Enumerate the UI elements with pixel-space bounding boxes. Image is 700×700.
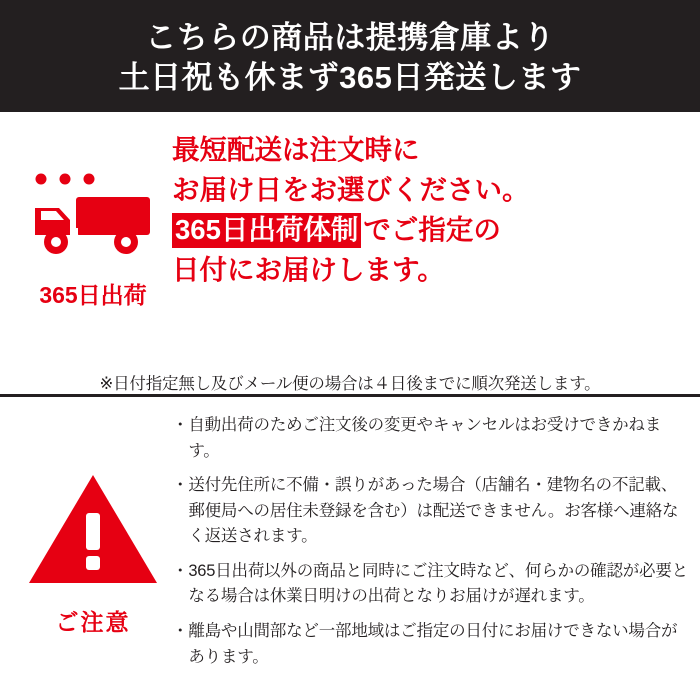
warning-triangle-icon — [27, 471, 159, 592]
banner-header — [0, 0, 700, 112]
truck-icon — [29, 170, 157, 267]
shipping-note: ※日付指定無し及びメール便の場合は４日後までに順次発送します。 — [99, 375, 601, 393]
list-bullet: ・ — [172, 561, 189, 580]
truck-block — [14, 122, 172, 364]
shipping-body — [0, 122, 700, 364]
header-line-1: こちらの商品は提携倉庫より — [145, 20, 555, 56]
shipping-line-1: 最短配送は注文時に — [172, 134, 420, 165]
caution-notes-list — [172, 409, 688, 690]
caution-section — [0, 397, 700, 700]
shipping-line-2: お届け日をお選びください。 — [172, 173, 530, 205]
list-bullet: ・ — [172, 621, 189, 640]
list-bullet: ・ — [172, 476, 189, 495]
shipping-line-3-rest: でご指定の — [363, 213, 501, 245]
list-item-text: 自動出荷のためご注文後の変更やキャンセルはお受けできかねます。 — [188, 416, 662, 460]
truck-caption: 365日出荷 — [39, 282, 147, 308]
list-item — [172, 413, 688, 464]
caution-block — [14, 409, 172, 690]
header-line-2: 土日祝も休まず365日発送します — [118, 60, 582, 95]
shipping-line-4: 日付にお届けします。 — [172, 253, 445, 285]
list-item — [172, 473, 688, 550]
list-bullet: ・ — [172, 416, 189, 434]
list-item-text: 離島や山間部など一部地域はご指定の日付にお届けできない場合があります。 — [188, 621, 678, 666]
list-item — [172, 619, 688, 670]
list-item-text: 送付先住所に不備・誤りがあった場合（店舗名・建物名の不記載、郵便局への居住未登録を含む）は配送できません。お客様へ連絡なく返送されます。 — [188, 476, 679, 546]
list-item — [172, 559, 688, 610]
shipping-section — [0, 112, 700, 394]
caution-caption: ご注意 — [55, 609, 131, 635]
shipping-text-block — [172, 122, 686, 364]
shipping-highlight: 365日出荷体制 — [172, 213, 361, 248]
shipping-line-3 — [172, 210, 686, 250]
list-item-text: 365日出荷以外の商品と同時にご注文時など、何らかの確認が必要となる場合は休業日明けの出荷となりお届けが遅れます。 — [188, 561, 688, 606]
